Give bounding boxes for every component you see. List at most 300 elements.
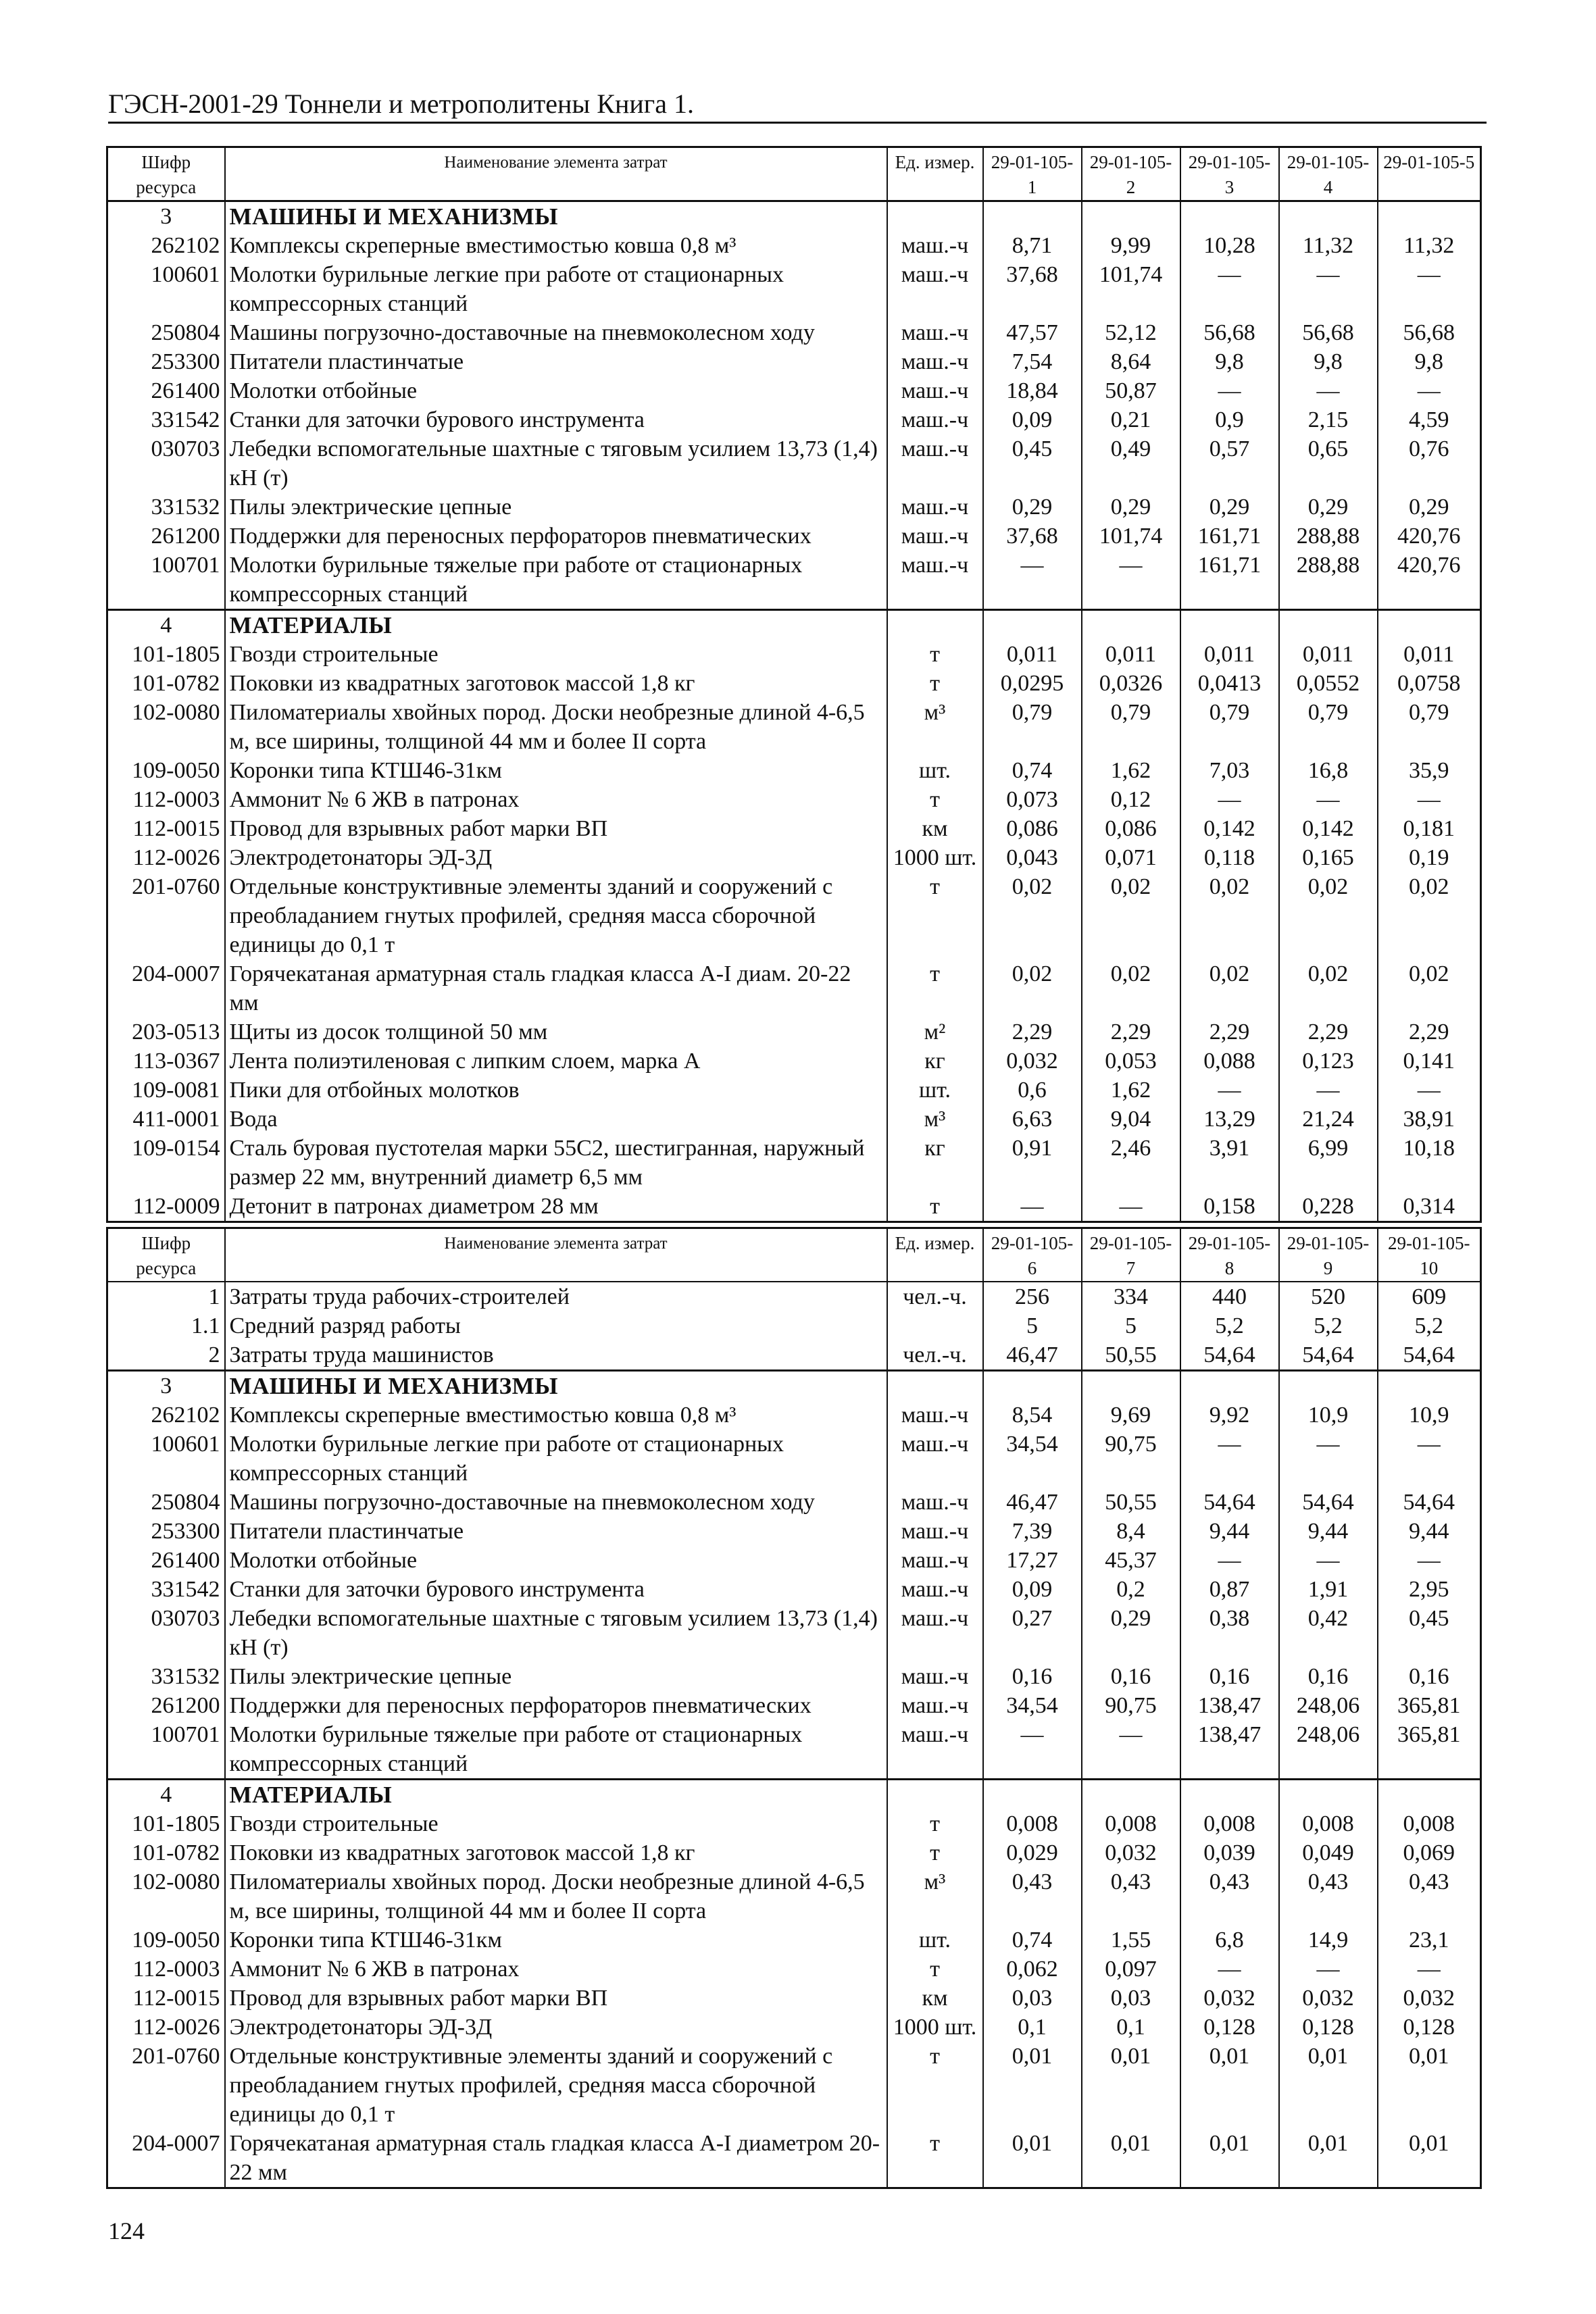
value-cell: 9,04 [1082,1105,1180,1134]
table-row [107,434,1481,493]
section-row [107,201,1481,232]
value-cell: 56,68 [1279,318,1378,347]
table-row [107,231,1481,260]
column-header: Наименование элемента затрат [225,1228,887,1282]
value-cell: 0,032 [1378,1984,1481,2013]
unit-cell: чел.-ч. [887,1340,983,1371]
value-cell: 50,55 [1082,1488,1180,1517]
column-header: 29-01-105-5 [1378,147,1481,201]
resource-code: 030703 [107,434,225,493]
value-cell: 420,76 [1378,551,1481,610]
resource-code: 112-0003 [107,1955,225,1984]
unit-cell: маш.-ч [887,434,983,493]
value-cell: 0,123 [1279,1047,1378,1076]
value-cell: 0,87 [1180,1575,1279,1604]
unit-cell: маш.-ч [887,1401,983,1430]
table-row [107,1017,1481,1047]
unit-cell: т [887,640,983,669]
value-cell: 0,01 [1082,2129,1180,2188]
unit-cell: маш.-ч [887,405,983,434]
page-header: ГЭСН-2001-29 Тоннели и метрополитены Книга 1. [108,89,694,119]
resource-name: Гвозди строительные [225,640,887,669]
value-cell: 0,086 [983,814,1082,843]
resource-name: Станки для заточки бурового инструмента [225,1575,887,1604]
table-row [107,1867,1481,1926]
resource-name: Отдельные конструктивные элементы зданий и сооружений с преобладанием гнутых профилей, средняя масса сборочной единицы до 0,1 т [225,872,887,959]
value-cell: 56,68 [1378,318,1481,347]
empty-cell [983,201,1082,232]
unit-cell: м² [887,1017,983,1047]
value-cell: 0,071 [1082,843,1180,872]
empty-cell [1378,201,1481,232]
value-cell: 0,9 [1180,405,1279,434]
unit-cell: маш.-ч [887,522,983,551]
resource-name: Средний разряд работы [225,1311,887,1340]
value-cell: 0,27 [983,1604,1082,1662]
value-cell: 0,165 [1279,843,1378,872]
header-row [107,147,1481,201]
value-cell: 0,0758 [1378,669,1481,698]
value-cell: 0,088 [1180,1047,1279,1076]
value-cell: 0,02 [983,872,1082,959]
value-cell: 0,073 [983,785,1082,814]
empty-cell [1180,201,1279,232]
value-cell: 0,228 [1279,1192,1378,1222]
empty-cell [1279,1371,1378,1401]
value-cell: 161,71 [1180,551,1279,610]
value-cell: 4,59 [1378,405,1481,434]
empty-cell [1378,1780,1481,1810]
value-cell: 420,76 [1378,522,1481,551]
value-cell: 0,008 [1082,1809,1180,1838]
value-cell: 0,032 [983,1047,1082,1076]
value-cell: — [1279,376,1378,405]
value-cell: 0,43 [1279,1867,1378,1926]
resource-name: Аммонит № 6 ЖВ в патронах [225,1955,887,1984]
resource-name: Молотки бурильные легкие при работе от стационарных компрессорных станций [225,1430,887,1488]
column-header: 29-01-105-1 [983,147,1082,201]
table-row [107,1720,1481,1780]
value-cell: 11,32 [1378,231,1481,260]
value-cell: 0,45 [983,434,1082,493]
value-cell: 2,29 [1082,1017,1180,1047]
value-cell: 0,01 [1279,2129,1378,2188]
value-cell: 1,91 [1279,1575,1378,1604]
value-cell: 0,158 [1180,1192,1279,1222]
value-cell: 0,053 [1082,1047,1180,1076]
value-cell: — [1279,1955,1378,1984]
resource-code: 102-0080 [107,1867,225,1926]
value-cell: 0,01 [1279,2042,1378,2129]
resource-code: 262102 [107,231,225,260]
value-cell: 9,99 [1082,231,1180,260]
value-cell: 54,64 [1180,1340,1279,1371]
value-cell: 0,118 [1180,843,1279,872]
empty-cell [887,201,983,232]
value-cell: 0,79 [1279,698,1378,756]
unit-cell: маш.-ч [887,1517,983,1546]
value-cell: 0,29 [1082,493,1180,522]
value-cell: 46,47 [983,1340,1082,1371]
value-cell: — [1279,260,1378,318]
resource-name: Пиломатериалы хвойных пород. Доски необрезные длиной 4-6,5 м, все ширины, толщиной 44 мм и более II сорта [225,1867,887,1926]
table-row [107,669,1481,698]
value-cell: 5,2 [1279,1311,1378,1340]
unit-cell: км [887,814,983,843]
value-cell: 161,71 [1180,522,1279,551]
value-cell: 138,47 [1180,1720,1279,1780]
value-cell: 0,16 [1082,1662,1180,1691]
value-cell: 18,84 [983,376,1082,405]
value-cell: 0,314 [1378,1192,1481,1222]
table-row [107,1340,1481,1371]
value-cell: 0,008 [1180,1809,1279,1838]
table-row [107,1926,1481,1955]
resource-code: 204-0007 [107,2129,225,2188]
empty-cell [1082,201,1180,232]
unit-cell [887,1311,983,1340]
value-cell: 0,42 [1279,1604,1378,1662]
value-cell: 0,29 [1082,1604,1180,1662]
resource-code: 204-0007 [107,959,225,1017]
section-title: МАТЕРИАЛЫ [225,1780,887,1810]
value-cell: — [1180,1430,1279,1488]
value-cell: 16,8 [1279,756,1378,785]
section-row [107,1371,1481,1401]
table-row [107,2042,1481,2129]
resource-code: 203-0513 [107,1017,225,1047]
resource-name: Молотки бурильные тяжелые при работе от стационарных компрессорных станций [225,551,887,610]
value-cell: 0,43 [1180,1867,1279,1926]
value-cell: 0,02 [1082,872,1180,959]
value-cell: 0,65 [1279,434,1378,493]
table-row [107,347,1481,376]
table-row [107,1282,1481,1311]
empty-cell [1082,1371,1180,1401]
resource-name: Молотки отбойные [225,376,887,405]
unit-cell: маш.-ч [887,1430,983,1488]
value-cell: 0,6 [983,1076,1082,1105]
unit-cell: маш.-ч [887,318,983,347]
column-header: 29-01-105-3 [1180,147,1279,201]
value-cell: 0,09 [983,1575,1082,1604]
value-cell: — [1279,1546,1378,1575]
table-row [107,405,1481,434]
table-row [107,1192,1481,1222]
unit-cell: маш.-ч [887,347,983,376]
resource-name: Молотки бурильные легкие при работе от стационарных компрессорных станций [225,260,887,318]
value-cell: 56,68 [1180,318,1279,347]
resource-name: Затраты труда машинистов [225,1340,887,1371]
value-cell: 0,29 [1279,493,1378,522]
unit-cell: маш.-ч [887,376,983,405]
value-cell: 0,43 [1378,1867,1481,1926]
value-cell: 10,9 [1378,1401,1481,1430]
resource-name: Отдельные конструктивные элементы зданий и сооружений с преобладанием гнутых профилей, средняя масса сборочной единицы до 0,1 т [225,2042,887,2129]
table-row [107,1838,1481,1867]
value-cell: 0,062 [983,1955,1082,1984]
section-code: 4 [107,610,225,640]
value-cell: 47,57 [983,318,1082,347]
table-row [107,551,1481,610]
value-cell: 6,63 [983,1105,1082,1134]
resource-name: Поддержки для переносных перфораторов пневматических [225,1691,887,1720]
value-cell: 0,011 [1378,640,1481,669]
table-row [107,1105,1481,1134]
unit-cell: шт. [887,756,983,785]
table-row [107,2013,1481,2042]
value-cell: 2,29 [983,1017,1082,1047]
empty-cell [1180,1371,1279,1401]
value-cell: 0,032 [1279,1984,1378,2013]
resource-name: Коронки типа КТШ46-31км [225,756,887,785]
section-row [107,1780,1481,1810]
unit-cell: м³ [887,1867,983,1926]
table-row [107,1076,1481,1105]
resource-table-1 [106,146,1482,1223]
value-cell: — [1378,785,1481,814]
value-cell: — [1378,1955,1481,1984]
value-cell: 0,01 [1378,2129,1481,2188]
resource-name: Детонит в патронах диаметром 28 мм [225,1192,887,1222]
table-row [107,1575,1481,1604]
resource-code: 102-0080 [107,698,225,756]
value-cell: 9,8 [1279,347,1378,376]
value-cell: 0,74 [983,1926,1082,1955]
value-cell: 0,79 [1180,698,1279,756]
resource-code: 250804 [107,1488,225,1517]
resource-name: Коронки типа КТШ46-31км [225,1926,887,1955]
unit-cell: 1000 шт. [887,843,983,872]
resource-code: 331542 [107,1575,225,1604]
value-cell: 138,47 [1180,1691,1279,1720]
value-cell: 54,64 [1279,1488,1378,1517]
value-cell: — [1378,1430,1481,1488]
resource-code: 101-1805 [107,640,225,669]
unit-cell: маш.-ч [887,493,983,522]
value-cell: — [1378,1546,1481,1575]
table-row [107,1311,1481,1340]
resource-code: 100701 [107,1720,225,1780]
resource-name: Провод для взрывных работ марки ВП [225,1984,887,2013]
value-cell: 256 [983,1282,1082,1311]
value-cell: — [1378,1076,1481,1105]
resource-name: Электродетонаторы ЭД-3Д [225,2013,887,2042]
unit-cell: шт. [887,1926,983,1955]
value-cell: 0,09 [983,405,1082,434]
empty-cell [1180,1780,1279,1810]
value-cell: 0,0552 [1279,669,1378,698]
value-cell: 5,2 [1378,1311,1481,1340]
value-cell: — [1082,1720,1180,1780]
resource-code: 109-0081 [107,1076,225,1105]
value-cell: 0,29 [983,493,1082,522]
resource-code: 253300 [107,1517,225,1546]
value-cell: 440 [1180,1282,1279,1311]
table-row [107,1517,1481,1546]
unit-cell: маш.-ч [887,1546,983,1575]
resource-name: Горячекатаная арматурная сталь гладкая класса A-I диаметром 20-22 мм [225,2129,887,2188]
resource-name: Лебедки вспомогательные шахтные с тяговым усилием 13,73 (1,4) кН (т) [225,1604,887,1662]
resource-name: Комплексы скреперные вместимостью ковша 0,8 м³ [225,1401,887,1430]
value-cell: 54,64 [1180,1488,1279,1517]
unit-cell: т [887,872,983,959]
value-cell: 0,069 [1378,1838,1481,1867]
resource-code: 109-0050 [107,1926,225,1955]
resource-code: 201-0760 [107,2042,225,2129]
value-cell: 9,69 [1082,1401,1180,1430]
resource-code: 261400 [107,376,225,405]
resource-name: Пилы электрические цепные [225,1662,887,1691]
value-cell: 0,1 [1082,2013,1180,2042]
value-cell: 5,2 [1180,1311,1279,1340]
unit-cell: чел.-ч. [887,1282,983,1311]
value-cell: 1,62 [1082,756,1180,785]
table-row [107,260,1481,318]
resource-code: 331532 [107,493,225,522]
value-cell: 52,12 [1082,318,1180,347]
unit-cell: т [887,1809,983,1838]
value-cell: — [1082,1192,1180,1222]
value-cell: 0,181 [1378,814,1481,843]
value-cell: 0,011 [1279,640,1378,669]
value-cell: 9,44 [1378,1517,1481,1546]
value-cell: 0,79 [983,698,1082,756]
value-cell: 9,44 [1180,1517,1279,1546]
resource-code: 030703 [107,1604,225,1662]
value-cell: 0,16 [983,1662,1082,1691]
table-row [107,2129,1481,2188]
value-cell: — [1378,260,1481,318]
value-cell: 248,06 [1279,1720,1378,1780]
value-cell: 6,8 [1180,1926,1279,1955]
unit-cell: т [887,669,983,698]
resource-name: Горячекатаная арматурная сталь гладкая класса A-I диам. 20-22 мм [225,959,887,1017]
value-cell: 365,81 [1378,1720,1481,1780]
table-row [107,756,1481,785]
section-title: МАШИНЫ И МЕХАНИЗМЫ [225,201,887,232]
resource-code: 112-0009 [107,1192,225,1222]
value-cell: 0,02 [1180,959,1279,1017]
value-cell: — [983,1720,1082,1780]
value-cell: 0,141 [1378,1047,1481,1076]
resource-name: Машины погрузочно-доставочные на пневмоколесном ходу [225,318,887,347]
value-cell: 0,008 [1279,1809,1378,1838]
table-row [107,1488,1481,1517]
value-cell: 35,9 [1378,756,1481,785]
resource-code: 100701 [107,551,225,610]
resource-code: 411-0001 [107,1105,225,1134]
resource-name: Поддержки для переносных перфораторов пневматических [225,522,887,551]
value-cell: 0,74 [983,756,1082,785]
empty-cell [1279,1780,1378,1810]
value-cell: 2,29 [1378,1017,1481,1047]
value-cell: 9,8 [1378,347,1481,376]
empty-cell [1082,1780,1180,1810]
resource-code: 101-1805 [107,1809,225,1838]
value-cell: 0,16 [1279,1662,1378,1691]
value-cell: 50,87 [1082,376,1180,405]
value-cell: 10,18 [1378,1134,1481,1192]
resource-code: 2 [107,1340,225,1371]
value-cell: 9,8 [1180,347,1279,376]
value-cell: 0,12 [1082,785,1180,814]
value-cell: 0,02 [983,959,1082,1017]
value-cell: 0,01 [1082,2042,1180,2129]
unit-cell: км [887,1984,983,2013]
value-cell: — [1180,1955,1279,1984]
value-cell: 0,011 [983,640,1082,669]
value-cell: 0,011 [1082,640,1180,669]
resource-code: 250804 [107,318,225,347]
value-cell: 0,043 [983,843,1082,872]
value-cell: 0,2 [1082,1575,1180,1604]
table-row [107,1691,1481,1720]
table-row [107,376,1481,405]
value-cell: 0,049 [1279,1838,1378,1867]
column-header: Шифр ресурса [107,147,225,201]
value-cell: 7,54 [983,347,1082,376]
unit-cell: т [887,959,983,1017]
section-code: 3 [107,201,225,232]
value-cell: — [983,551,1082,610]
value-cell: — [1180,376,1279,405]
value-cell: 90,75 [1082,1430,1180,1488]
resource-code: 261200 [107,1691,225,1720]
resource-name: Поковки из квадратных заготовок массой 1,8 кг [225,669,887,698]
value-cell: 0,43 [983,1867,1082,1926]
resource-code: 1 [107,1282,225,1311]
value-cell: 37,68 [983,260,1082,318]
value-cell: 34,54 [983,1691,1082,1720]
empty-cell [1180,610,1279,640]
section-title: МАШИНЫ И МЕХАНИЗМЫ [225,1371,887,1401]
value-cell: 0,008 [983,1809,1082,1838]
resource-code: 112-0015 [107,1984,225,2013]
value-cell: 0,032 [1180,1984,1279,2013]
unit-cell: маш.-ч [887,1604,983,1662]
value-cell: 0,38 [1180,1604,1279,1662]
value-cell: 14,9 [1279,1926,1378,1955]
column-header: Наименование элемента затрат [225,147,887,201]
table-row [107,785,1481,814]
value-cell: 0,16 [1180,1662,1279,1691]
table-row [107,1955,1481,1984]
value-cell: 248,06 [1279,1691,1378,1720]
empty-cell [1279,610,1378,640]
resource-code: 100601 [107,260,225,318]
value-cell: 0,02 [1279,872,1378,959]
value-cell: 9,92 [1180,1401,1279,1430]
empty-cell [887,610,983,640]
resource-table-2 [106,1227,1482,2189]
unit-cell: 1000 шт. [887,2013,983,2042]
section-code: 4 [107,1780,225,1810]
resource-name: Пилы электрические цепные [225,493,887,522]
table-row [107,318,1481,347]
unit-cell: кг [887,1047,983,1076]
table-row [107,1430,1481,1488]
resource-name: Питатели пластинчатые [225,1517,887,1546]
resource-name: Гвозди строительные [225,1809,887,1838]
value-cell: — [1180,1076,1279,1105]
value-cell: 0,43 [1082,1867,1180,1926]
table-row [107,522,1481,551]
resource-code: 109-0154 [107,1134,225,1192]
resource-name: Комплексы скреперные вместимостью ковша 0,8 м³ [225,231,887,260]
value-cell: 0,01 [1180,2129,1279,2188]
value-cell: 0,45 [1378,1604,1481,1662]
